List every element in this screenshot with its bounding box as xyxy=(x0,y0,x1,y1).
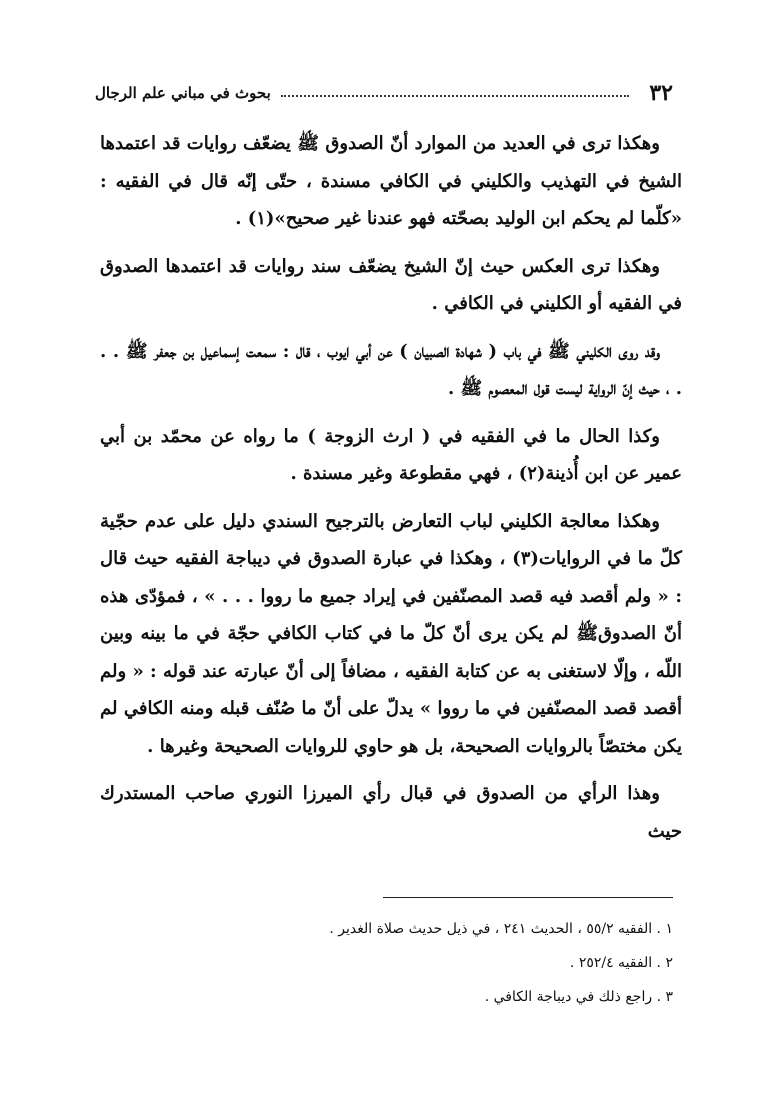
paragraph: وقد روى الكليني ﷺ في باب ( شهادة الصبيان ) عن أبي ايوب ، قال : سمعت إسماعيل بن جعفر ﷺ . . . ، حيث إنّ الرواية ليست قول المعصوم ﷺ . xyxy=(100,340,682,399)
running-title: بحوث في مباني علم الرجال xyxy=(95,84,271,102)
running-header xyxy=(95,78,673,108)
footnote-item: ١ . الفقيه ٥٥/٢ ، الحديث ٢٤١ ، في ذيل حديث صلاة الغدير . xyxy=(329,921,673,937)
paragraph: وهكذا معالجة الكليني لباب التعارض بالترجيح السندي دليل على عدم حجّية كلّ ما في الروايات(٣) ، وهكذا في عبارة الصدوق في ديباجة الفقيه حيث قال : « ولم أقصد فيه قصد المصنّفين في إيراد جميع ما رووا . . . » ، فمؤدّى هذه أنّ الصدوقﷺ لم يكن يرى أنّ كلّ ما في كتاب الكافي حجّة في ما بينه وبين اللّه ، وإلّا لاستغنى به عن كتابة الفقيه ، مضافاً إلى أنّ عبارته عند قوله : « ولم أقصد قصد المصنّفين في ما رووا » يدلّ على أنّ ما صُنّف قبله ومنه الكافي لم يكن مختصّاً بالروايات الصحيحة، بل هو حاوي للروايات الصحيحة وغيرها . xyxy=(100,510,682,757)
footnote-divider xyxy=(383,897,673,898)
paragraph: وكذا الحال ما في الفقيه في ( ارث الزوجة ) ما رواه عن محمّد بن أبي عمير عن ابن أُذينة(٢) ، فهي مقطوعة وغير مسندة . xyxy=(100,425,682,484)
footnotes xyxy=(173,912,673,1014)
paragraph: وهكذا ترى العكس حيث إنّ الشيخ يضعّف سند روايات قد اعتمدها الصدوق في الفقيه أو الكليني في الكافي . xyxy=(100,255,682,314)
main-text xyxy=(100,125,682,860)
paragraph: وهذا الرأي من الصدوق في قبال رأي الميرزا النوري صاحب المستدرك حيث xyxy=(100,783,682,842)
footnote-item: ٣ . راجع ذلك في ديباجة الكافي . xyxy=(484,989,673,1005)
header-dotted-leader xyxy=(281,95,630,97)
footnote-item: ٢ . الفقيه ٢٥٢/٤ . xyxy=(569,955,673,971)
page-number: ٣٢ xyxy=(649,80,673,106)
paragraph: وهكذا ترى في العديد من الموارد أنّ الصدوق ﷺ يضعّف روايات قد اعتمدها الشيخ في التهذيب والكليني في الكافي مسندة ، حتّى إنّه قال في الفقيه : «كلّما لم يحكم ابن الوليد بصحّته فهو عندنا غير صحيح»(١) . xyxy=(100,133,682,229)
